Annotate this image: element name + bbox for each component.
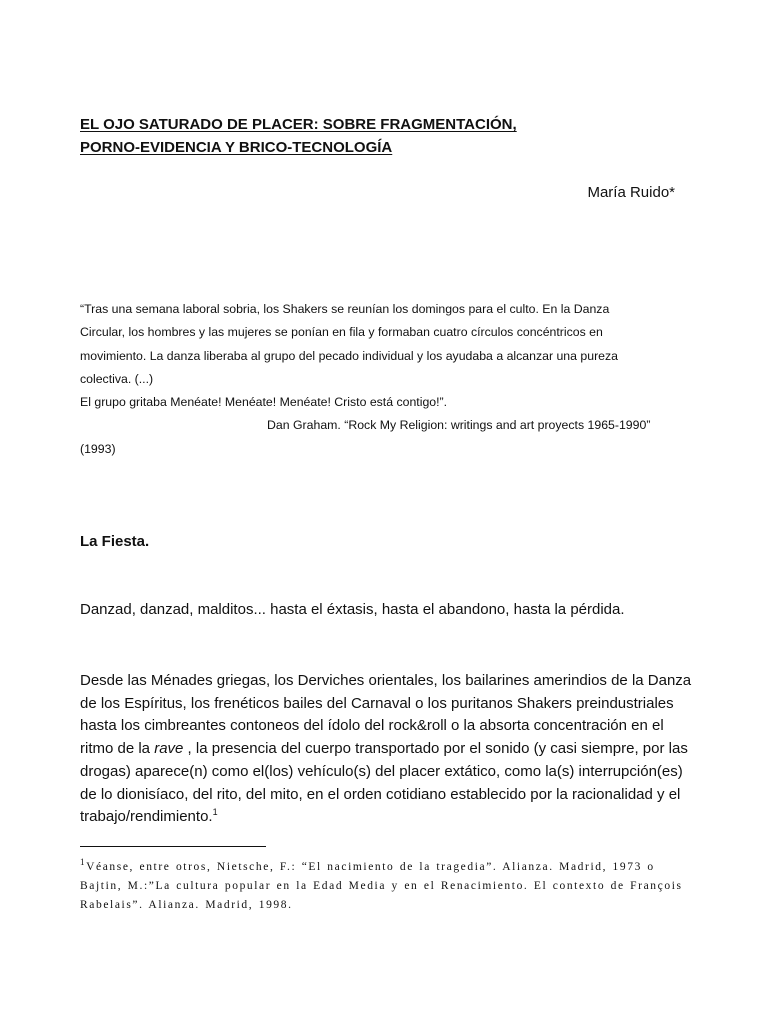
epigraph-line: Circular, los hombres y las mujeres se ponían en fila y formaban cuatro círculos concéntricos en (80, 325, 603, 340)
epigraph-quote (80, 298, 690, 461)
body-text: , la presencia del cuerpo transportado por el sonido (y casi siempre, por las drogas) aparece(n) como el(los) vehículo(s) del placer extático, como la(s) interrupción(es) de lo dionisíaco, del rito, del mito, en el orden cotidiano establecido por la racionalidad y el trabajo/rendimiento. (80, 740, 688, 826)
epigraph-line: movimiento. La danza liberaba al grupo del pecado individual y los ayudaba a alcanzar una pureza (80, 348, 619, 363)
footnote-text: Véanse, entre otros, Nietsche, F.: “El nacimiento de la tragedia”. Alianza. Madrid, 1973 o Bajtin, M.:”La cultura popular en la Edad Media y en el Renacimiento. El contexto de François Rabelais”. Alianza. Madrid, 1998. (80, 861, 683, 911)
author-name: María Ruido* (587, 184, 675, 201)
footnote-reference[interactable]: 1 (212, 807, 218, 818)
footnote (80, 858, 690, 915)
document-title (80, 113, 680, 159)
epigraph-line: colectiva. (...) (80, 372, 154, 387)
body-text: Desde las Ménades griegas, los Derviches orientales, los bailarines amerindios de la Danza de los Espíritus, los frenéticos bailes del Carnaval o los puritanos Shakers preindustriales hasta los cimbreantes contoneos del ídolo del rock&roll o la absorta concentración en el ritmo de la (80, 672, 692, 758)
body-italic-term: rave (154, 740, 184, 758)
title-line-2: PORNO-EVIDENCIA Y BRICO-TECNOLOGÍA (80, 139, 393, 156)
epigraph-line: “Tras una semana laboral sobria, los Shakers se reunían los domingos para el culto. En la Danza (80, 302, 610, 316)
footnote-marker: 1 (80, 857, 87, 868)
title-line-1: EL OJO SATURADO DE PLACER: SOBRE FRAGMENTACIÓN, (80, 116, 517, 133)
lead-sentence: Danzad, danzad, malditos... hasta el éxtasis, hasta el abandono, hasta la pérdida. (80, 601, 625, 618)
epigraph-year: (1993) (80, 441, 116, 456)
epigraph-attribution: Dan Graham. “Rock My Religion: writings and art proyects 1965-1990” (267, 417, 651, 432)
body-paragraph (80, 670, 700, 829)
epigraph-line: El grupo gritaba Menéate! Menéate! Menéate! Cristo está contigo!”. (80, 394, 448, 409)
footnote-divider (80, 846, 266, 847)
section-heading: La Fiesta. (80, 533, 150, 550)
